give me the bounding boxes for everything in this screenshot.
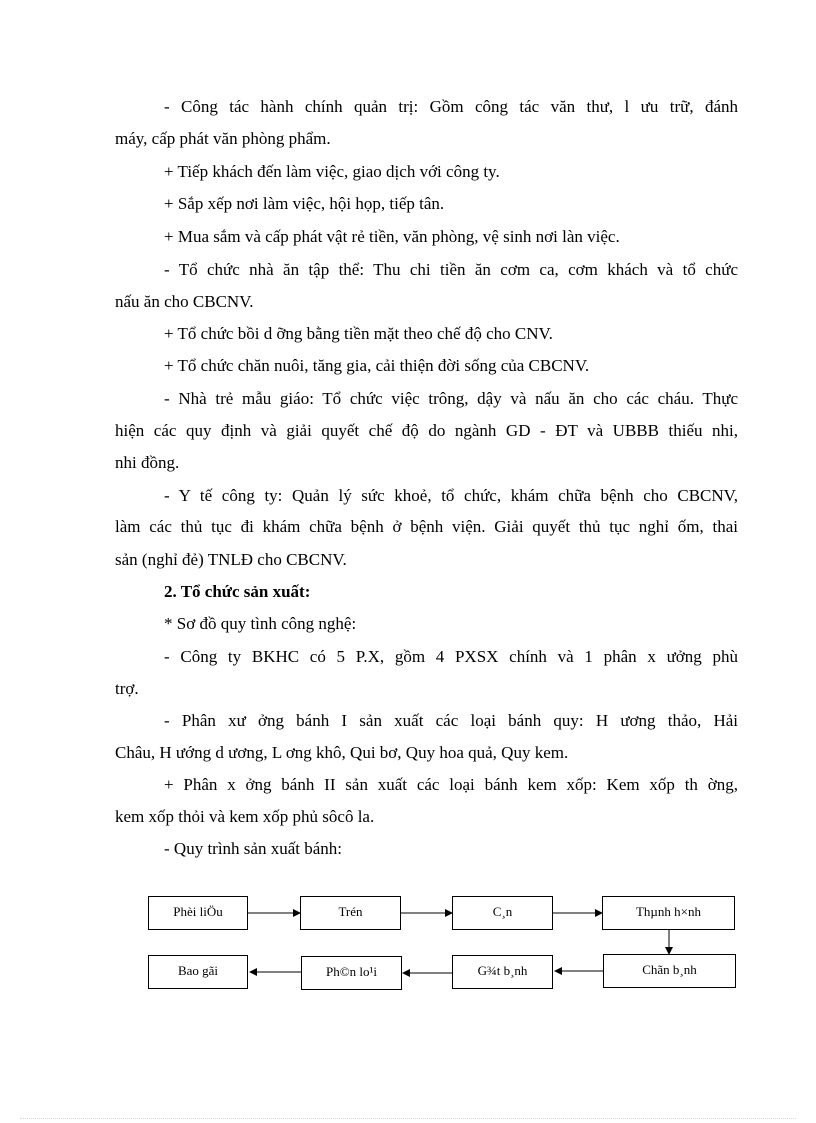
paragraph-company-line1: - Công ty BKHC có 5 P.X, gồm 4 PXSX chính và 1 phân x ưởng phù [164,647,738,666]
flow-step-baking: Chãn b¸nh [603,954,736,988]
paragraph-procurement: + Mua sắm và cấp phát vật rẻ tiền, văn phòng, vệ sinh nơi làn việc. [164,227,620,246]
paragraph-health-line1: - Y tế công ty: Quản lý sức khoẻ, tổ chức, khám chữa bệnh cho CBCNV, [164,486,738,505]
paragraph-reception: + Tiếp khách đến làm việc, giao dịch với công ty. [164,162,500,181]
paragraph-kindergarten-line2: hiện các quy định và giải quyết chế độ do ngành GD - ĐT và UBBB thiếu nhi, [115,421,738,440]
section-heading-production: 2. Tổ chức sản xuất: [164,582,311,601]
flow-step-forming: Thµnh h×nh [602,896,735,930]
paragraph-workshop2-line1: + Phân x ởng bánh II sản xuất các loại bánh kem xốp: Kem xốp th ờng, [164,775,738,794]
paragraph-workshop1-line2: Châu, H ướng d ương, L ơng khô, Qui bơ, Quy hoa quả, Quy kem. [115,743,569,762]
paragraph-health-line2: làm các thủ tục đi khám chữa bệnh ở bệnh viện. Giải quyết thủ tục nghỉ ốm, thai [115,517,738,536]
flow-step-blending: Trén [300,896,401,930]
paragraph-kindergarten-line3: nhi đồng. [115,453,180,472]
flow-step-packaging: Bao gãi [148,955,248,989]
paragraph-workshop2-line2: kem xốp thỏi và kem xốp phủ sôcô la. [115,807,375,826]
page-bottom-divider [20,1118,796,1119]
paragraph-process-intro: - Quy trình sản xuất bánh: [164,839,342,858]
paragraph-admin-line2: máy, cấp phát văn phòng phẩm. [115,129,331,148]
paragraph-canteen-line1: - Tổ chức nhà ăn tập thể: Thu chi tiền ăn cơm ca, cơm khách và tổ chức [164,260,738,279]
paragraph-company-line2: trợ. [115,679,139,698]
paragraph-workshop1-line1: - Phân xư ởng bánh I sản xuất các loại bánh quy: H ương thảo, Hải [164,711,738,730]
flow-step-cutting: G¾t b¸nh [452,955,553,989]
paragraph-diagram-intro: * Sơ đồ quy tình công nghệ: [164,614,357,633]
paragraph-health-line3: sản (nghỉ đẻ) TNLĐ cho CBCNV. [115,550,347,569]
flow-step-mixing: Phèi liÖu [148,896,248,930]
flow-step-rolling: C¸n [452,896,553,930]
paragraph-admin-line1: - Công tác hành chính quản trị: Gồm công tác văn thư, l ưu trữ, đánh [164,97,738,116]
paragraph-allowance: + Tổ chức bồi d ỡng bằng tiền mặt theo chế độ cho CNV. [164,324,553,343]
flow-step-sorting: Ph©n lo¹i [301,956,402,990]
paragraph-arrange: + Sắp xếp nơi làm việc, hội họp, tiếp tân. [164,194,445,213]
paragraph-kindergarten-line1: - Nhà trẻ mẫu giáo: Tổ chức việc trông, dậy và nấu ăn cho các cháu. Thực [164,389,738,408]
paragraph-canteen-line2: nấu ăn cho CBCNV. [115,292,254,311]
paragraph-livestock: + Tổ chức chăn nuôi, tăng gia, cải thiện đời sống của CBCNV. [164,356,590,375]
